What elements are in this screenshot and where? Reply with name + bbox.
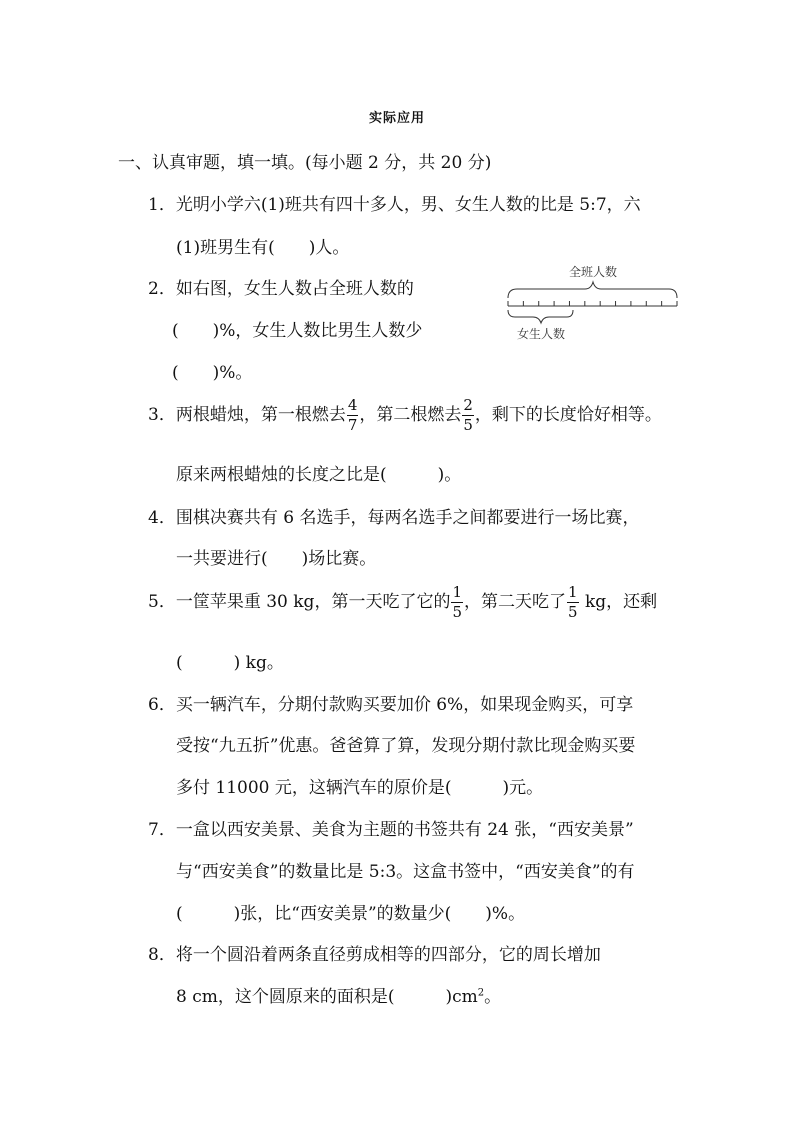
top-brace <box>508 282 677 298</box>
question-5-suffix: kg，还剩 <box>579 592 658 612</box>
question-3-suffix: ，剩下的长度恰好相等。 <box>474 405 662 425</box>
page-title: 实际应用 <box>368 111 425 126</box>
question-1-line-2: (1)班男生有( )人。 <box>176 238 350 258</box>
question-6-line-1: 6．买一辆汽车，分期付款购买要加价 6%，如果现金购买，可享 <box>148 695 634 715</box>
question-6-line-3: 多付 11000 元，这辆汽车的原价是( )元。 <box>176 778 544 798</box>
question-5-line-2: ( ) kg。 <box>176 653 284 673</box>
fraction-denominator: 5 <box>452 603 462 621</box>
question-4-line-2: 一共要进行( )场比赛。 <box>176 549 377 569</box>
fraction-denominator: 5 <box>568 603 578 621</box>
question-8-line-2-end: 。 <box>484 987 502 1007</box>
question-8-line-1: 8．将一个圆沿着两条直径剪成相等的四部分，它的周长增加 <box>148 945 601 965</box>
question-4-line-1: 4．围棋决赛共有 6 名选手，每两名选手之间都要进行一场比赛， <box>148 508 640 528</box>
question-3-line-1 <box>148 398 662 433</box>
question-5-middle: ，第二天吃了 <box>464 592 566 612</box>
question-7-line-1: 7．一盒以西安美景、美食为主题的书签共有 24 张，“西安美景” <box>148 820 634 840</box>
fraction-2-5 <box>462 398 474 433</box>
question-3-prefix: 3．两根蜡烛，第一根燃去 <box>148 405 346 425</box>
question-2-line-1: 2．如右图，女生人数占全班人数的 <box>148 279 414 299</box>
fraction-4-7 <box>347 398 359 433</box>
fraction-denominator: 5 <box>463 416 473 434</box>
question-5-line-1 <box>148 585 657 620</box>
square-superscript: 2 <box>477 987 485 999</box>
fraction-numerator: 1 <box>452 583 462 601</box>
class-ratio-diagram <box>505 262 680 352</box>
fraction-denominator: 7 <box>347 416 358 434</box>
segment-ticks <box>508 301 677 306</box>
fraction-numerator: 2 <box>463 396 473 414</box>
fraction-1-5-b <box>567 585 579 620</box>
question-3-middle: ，第二根燃去 <box>359 405 462 425</box>
question-1-line-1: 1．光明小学六(1)班共有四十多人，男、女生人数的比是 5:7，六 <box>148 195 641 215</box>
diagram-top-label: 全班人数 <box>568 265 618 279</box>
bottom-brace <box>508 310 573 323</box>
question-8-line-2-text: 8 cm，这个圆原来的面积是( )cm <box>176 987 478 1007</box>
diagram-bottom-label: 女生人数 <box>516 327 566 341</box>
question-2-line-2: ( )%，女生人数比男生人数少 <box>172 321 423 341</box>
question-8-line-2 <box>176 982 501 1007</box>
question-3-line-2: 原来两根蜡烛的长度之比是( )。 <box>176 465 462 485</box>
fraction-1-5 <box>451 585 463 620</box>
question-5-prefix: 5．一筐苹果重 30 kg，第一天吃了它的 <box>148 592 451 612</box>
fraction-numerator: 4 <box>347 396 358 414</box>
section-header: 一、认真审题，填一填。(每小题 2 分，共 20 分) <box>118 153 492 173</box>
question-7-line-3: ( )张，比“西安美景”的数量少( )%。 <box>176 904 526 924</box>
question-2-line-3: ( )%。 <box>172 363 253 383</box>
fraction-numerator: 1 <box>568 583 578 601</box>
question-6-line-2: 受按“九五折”优惠。爸爸算了算，发现分期付款比现金购买要 <box>176 736 636 756</box>
question-7-line-2: 与“西安美食”的数量比是 5:3。这盒书签中，“西安美食”的有 <box>176 862 635 882</box>
